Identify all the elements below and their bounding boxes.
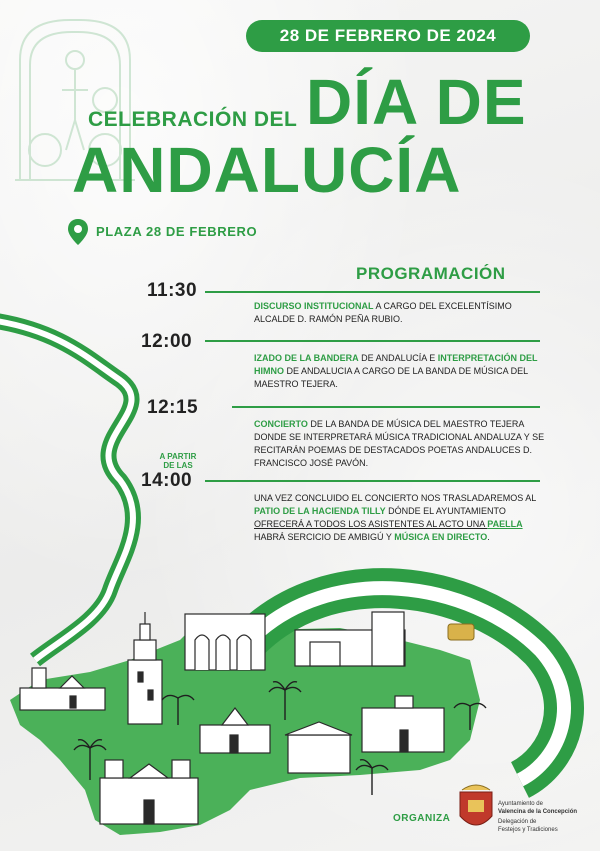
desc-run: MÚSICA EN DIRECTO <box>394 532 488 542</box>
desc-run: DE LA BANDA DE MÚSICA DEL MAESTRO TEJERA DONDE SE INTERPRETARÁ MÚSICA TRADICIONAL ANDALUZA Y SE RECITARÁN POEMAS DE DESTACADOS POETAS ANDALUCES D. FRANCISCO JOSÉ PAVÓN. <box>254 419 545 468</box>
mosque-arches-icon <box>185 614 265 670</box>
desc-run: PAELLA <box>487 519 523 529</box>
desc-run: PATIO DE LA HACIENDA TILLY <box>254 506 386 516</box>
desc-run: OFRECERÁ A TODOS LOS ASISTENTES AL ACTO UNA <box>254 519 488 529</box>
location-label: PLAZA 28 DE FEBRERO <box>96 224 258 239</box>
title-line1: DÍA DE <box>306 66 527 138</box>
cathedral-bottom-icon <box>100 760 198 824</box>
desc-run: IZADO DE LA BANDERA <box>254 353 359 363</box>
time-4-prefix: A PARTIR DE LAS <box>159 452 197 470</box>
location <box>96 224 257 239</box>
programme-desc-1 <box>254 300 554 326</box>
andalusia-shield-icon <box>448 624 474 640</box>
org-line2: Valencina de la Concepción <box>498 809 578 815</box>
programme-title: PROGRAMACIÓN <box>356 264 506 283</box>
time-2: 12:00 <box>141 331 193 352</box>
desc-run: HABRÁ SERCICIO DE AMBIGÚ Y <box>254 532 395 542</box>
organiza-label: ORGANIZA <box>393 813 451 824</box>
desc-run: INTERPRETACIÓN DEL HIMNO <box>254 353 538 376</box>
org-line1: Ayuntamiento de <box>498 801 543 807</box>
org-line3: Delegación de <box>498 819 537 825</box>
desc-run: A CARGO DEL EXCELENTÍSIMO ALCALDE D. RAMÓN PEÑA RUBIO. <box>254 301 512 324</box>
desc-run: . <box>487 532 490 542</box>
time-1: 11:30 <box>147 280 198 301</box>
giralda-tower-icon <box>128 612 162 724</box>
desc-run: DÓNDE EL AYUNTAMIENTO <box>385 506 506 516</box>
org-line4: Festejos y Tradiciones <box>498 827 558 833</box>
programme-desc-3 <box>254 418 554 470</box>
map-pin-icon <box>68 219 88 245</box>
desc-run: DE ANDALUCÍA E <box>358 353 438 363</box>
programme-desc-4 <box>254 492 554 544</box>
desc-run: DE ANDALUCIA A CARGO DE LA BANDA DE MÚSICA DEL MAESTRO TEJERA. <box>254 366 528 389</box>
valencina-crest-icon <box>460 785 492 825</box>
organizer-text <box>498 800 577 834</box>
date-badge: 28 DE FEBRERO DE 2024 <box>246 20 530 52</box>
desc-run: UNA VEZ CONCLUIDO EL CONCIERTO NOS TRASLADAREMOS AL <box>254 493 536 503</box>
time-4: 14:00 <box>141 470 193 491</box>
flag-ribbon-left <box>0 320 133 660</box>
programme-desc-2 <box>254 352 554 391</box>
time-3: 12:15 <box>147 397 199 418</box>
desc-run: CONCIERTO <box>254 419 308 429</box>
title-prefix: CELEBRACIÓN DEL <box>88 108 298 131</box>
desc-run: DISCURSO INSTITUCIONAL <box>254 301 374 311</box>
title-line2: ANDALUCÍA <box>72 134 462 206</box>
